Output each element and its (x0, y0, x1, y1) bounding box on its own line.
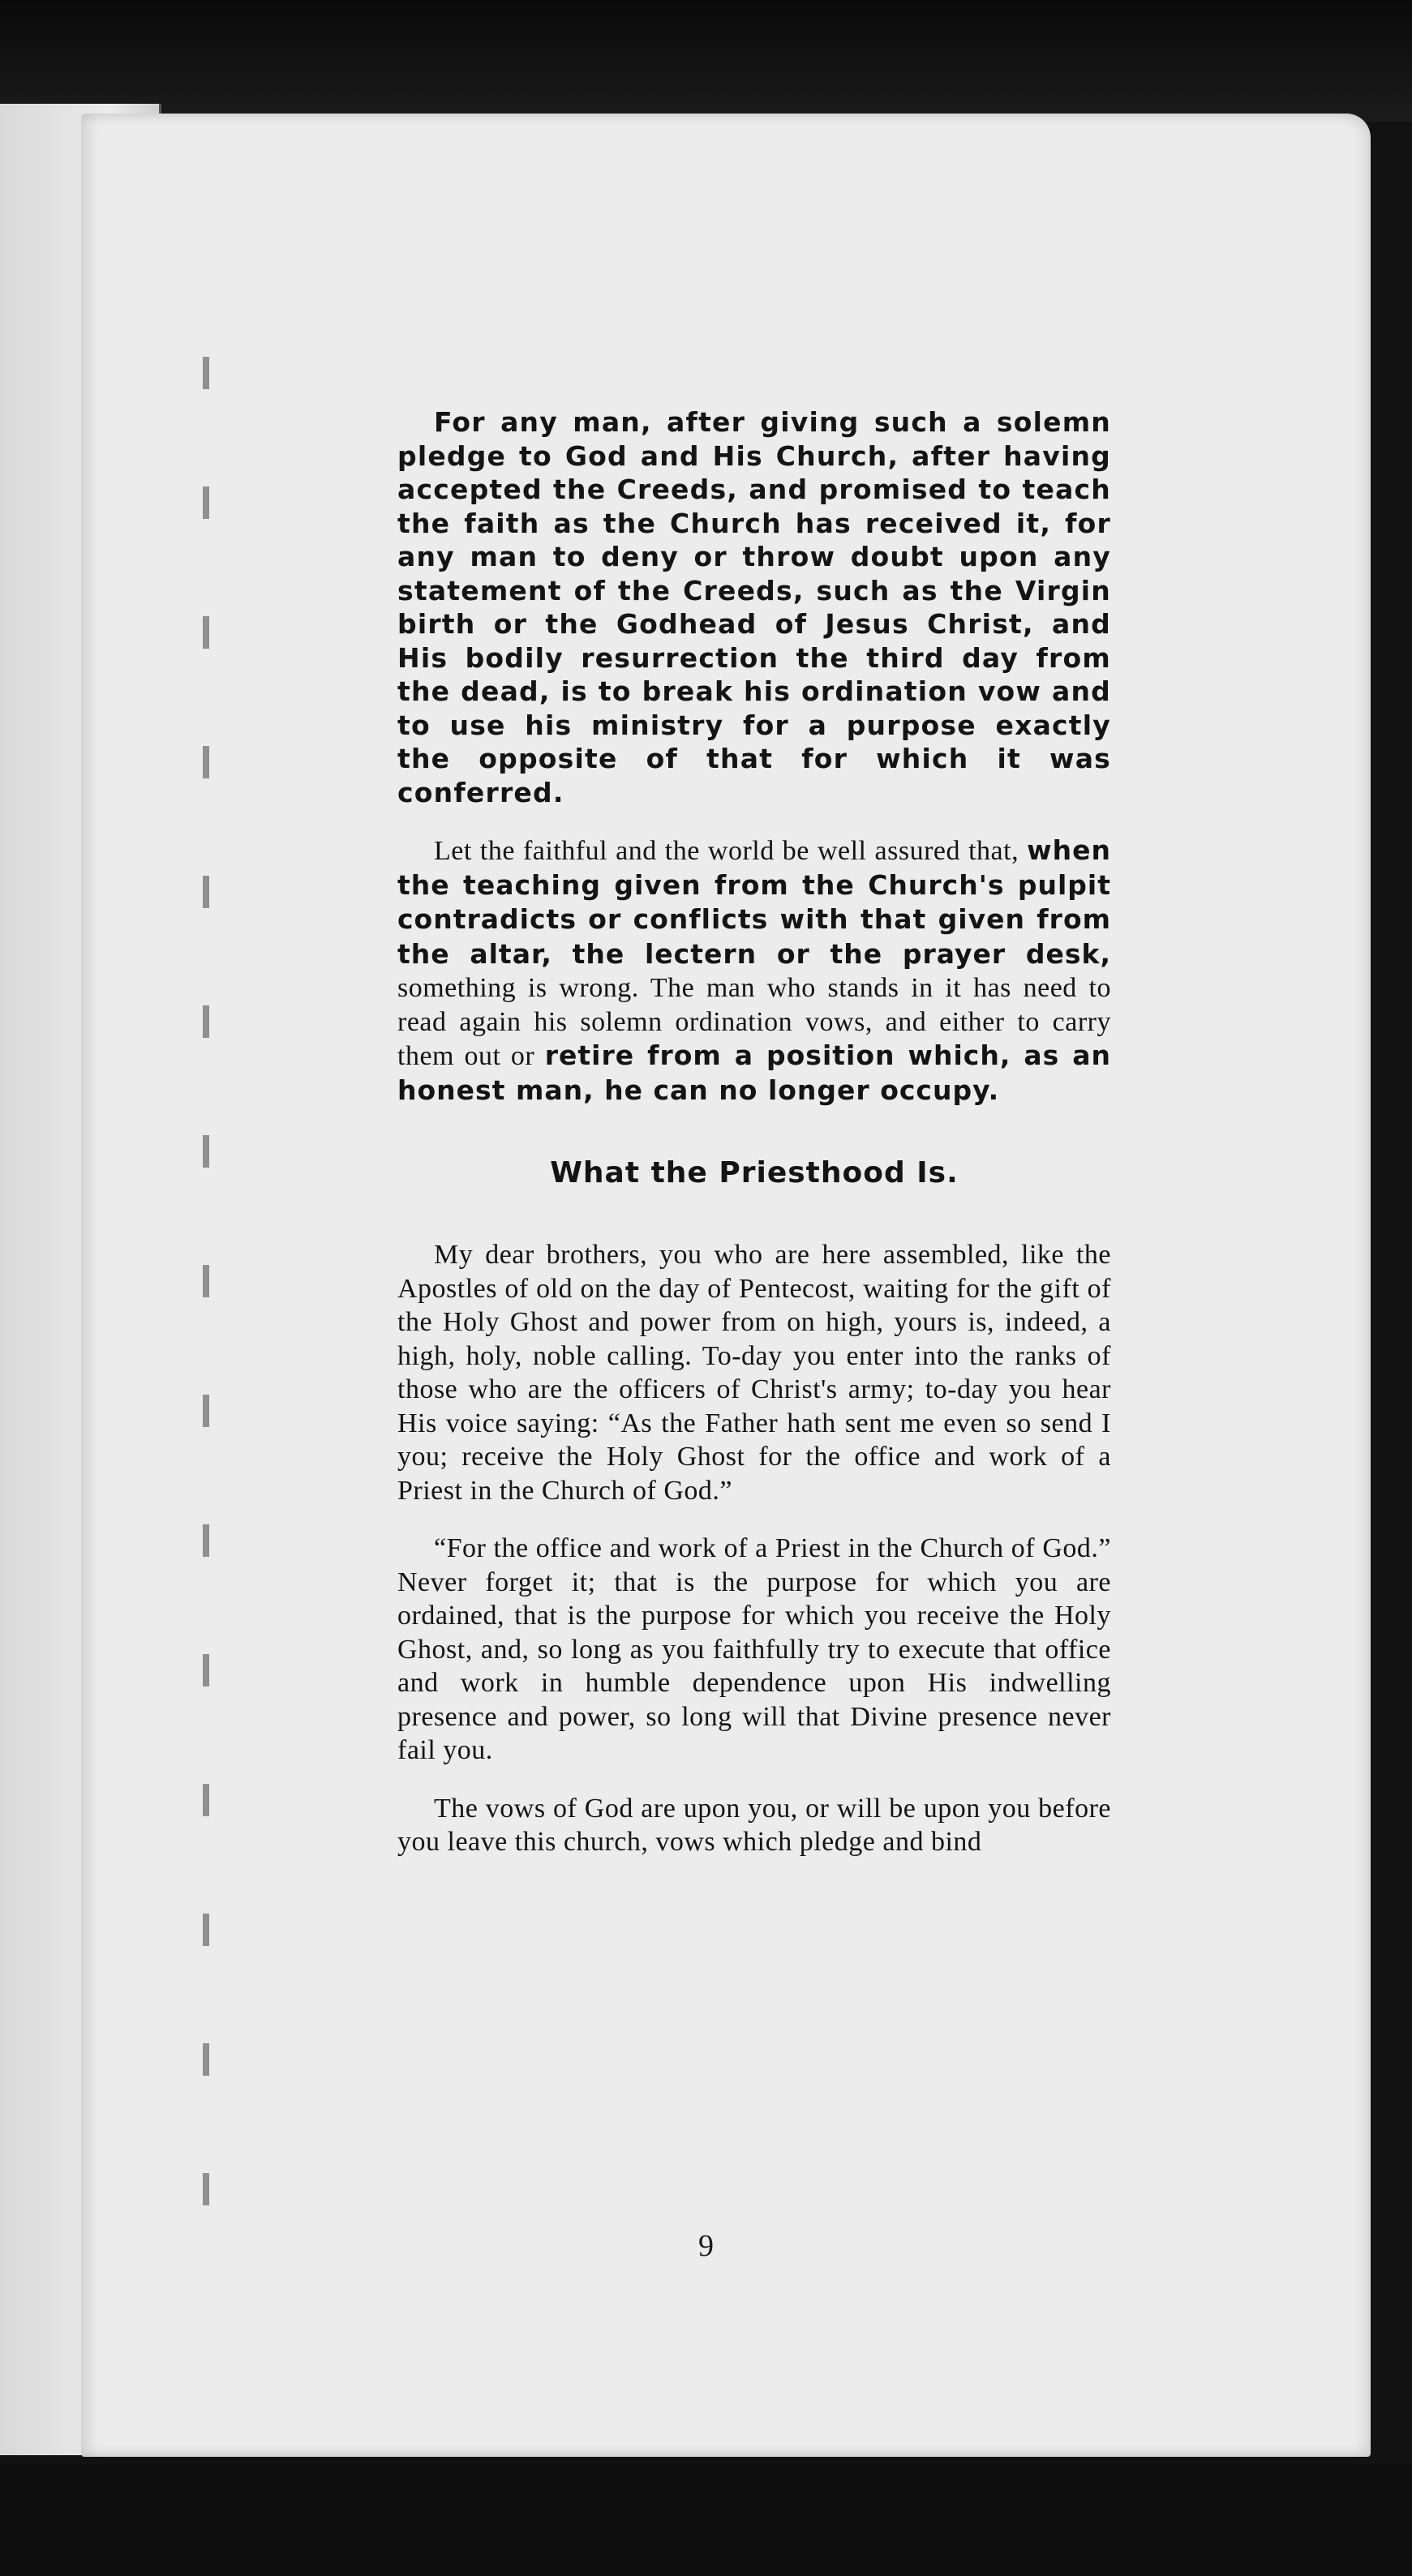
paragraph-segment-bold: retire from a position which, as an honest man, he can no longer occupy. (397, 1039, 1111, 1106)
page-number: 9 (698, 2229, 714, 2263)
paragraph-faithful-assured (397, 834, 1111, 1108)
paragraph-segment: something is wrong. The man who stands in it has need to read again his solemn ordination vows, and either to carry them out or (397, 973, 1111, 1071)
scan-background-top (0, 0, 1412, 122)
paragraph-segment: Let the faithful and the world be well assured that, (434, 836, 1028, 866)
paragraph-office-and-work: “For the office and work of a Priest in the Church of God.” Never forget it; that is the purpose for which you are ordained, that is the purpose for which you receive the Holy Ghost, and, so long as you faithfully try to execute that office and work in humble dependence upon His indwelling presence and power, so long will that Divine presence never fail you. (397, 1533, 1111, 1765)
paragraph-segment-bold: when the teaching given from the Church's pulpit contradicts or conflicts with that given from the altar, the lectern or the prayer desk, (397, 834, 1111, 970)
section-heading: What the Priesthood Is. (550, 1156, 959, 1189)
page-text (397, 405, 1111, 1884)
binding-marks (203, 357, 209, 2222)
paragraph-dear-brothers: My dear brothers, you who are here assembled, like the Apostles of old on the day of Pentecost, waiting for the gift of the Holy Ghost and power from on high, yours is, indeed, a high, holy, noble calling. To-day you enter into the ranks of those who are the officers of Christ's army; to-day you hear His voice saying: “As the Father hath sent me even so send I you; receive the Holy Ghost for the office and work of a Priest in the Church of God.” (397, 1240, 1111, 1506)
paragraph-vows-of-god: The vows of God are upon you, or will be upon you before you leave this church, vows which pledge and bind (397, 1793, 1111, 1857)
paragraph-ordination-vow: For any man, after giving such a solemn pledge to God and His Church, after having accepted the Creeds, and promised to teach the faith as the Church has received it, for any man to deny or throw doubt upon any statement of the Creeds, such as the Virgin birth or the Godhead of Jesus Christ, and His bodily resurrection the third day from the dead, is to break his ordination vow and to use his ministry for a purpose exactly the opposite of that for which it was conferred. (397, 406, 1111, 808)
scan-background-bottom (0, 2465, 1412, 2576)
